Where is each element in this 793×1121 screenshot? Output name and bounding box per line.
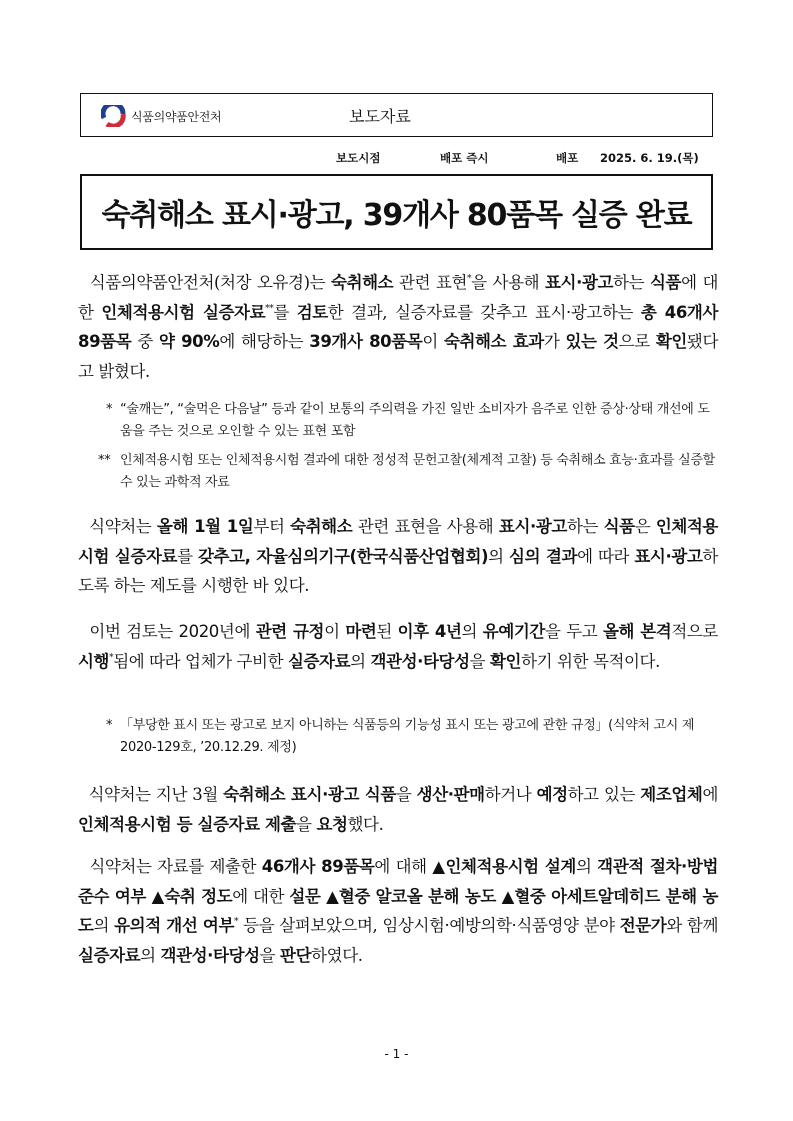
paragraph-3-segment: 2020년 [178, 622, 235, 641]
paragraph-3-segment: 관련 규정 [255, 622, 325, 641]
paragraph-1-segment: 확인 [655, 332, 687, 351]
paragraph-2-segment: 식품 [603, 517, 635, 536]
paragraph-1-segment: 식품 [649, 273, 682, 292]
press-release-label: 보도자료 [349, 107, 411, 126]
paragraph-5-segment: 46개사 89품목 [261, 857, 375, 876]
paragraph-5-segment: 식약처는 자료를 제출한 [89, 857, 262, 876]
ministry-logo [101, 105, 221, 127]
paragraph-1-segment: * [467, 274, 472, 284]
footnote-3 [106, 715, 718, 759]
paragraph-3-segment: 확인 [490, 651, 522, 671]
paragraph-4-segment: 요청 [316, 814, 348, 834]
paragraph-3-segment: 을 두고 [544, 622, 603, 641]
paragraph-2-segment: 식약처는 [89, 517, 157, 536]
paragraph-3-segment: 하기 위한 목적이다. [521, 651, 660, 671]
paragraph-5-segment: 와 함께 [666, 916, 719, 935]
paragraph-4-segment: 예정 [536, 785, 568, 804]
paragraph-1-segment: 하는 [613, 273, 650, 292]
footnote-1-text: “술깨는”, “술먹은 다음날” 등과 같이 보통의 주의력을 가진 일반 소비자가 음주로 인한 증상·상태 개선에 도움을 주는 것으로 오인할 수 있는 표현 포함 [120, 402, 710, 439]
paragraph-1-segment: 39개사 80품목 [309, 332, 423, 351]
paragraph-3-segment: 올해 본격 [602, 622, 672, 641]
paragraph-3-segment: 됨에 따라 업체가 구비한 [113, 651, 288, 671]
paragraph-2-segment: 표시·광고 [634, 546, 703, 566]
paragraph-1-segment: 가 [543, 332, 566, 351]
paragraph-3-segment: 의 [461, 622, 483, 641]
paragraph-4-segment: 에 [702, 785, 718, 804]
paragraph-5-segment: ▲인체적용시험 설계 [432, 857, 576, 876]
paragraph-4-segment: 하거나 [484, 785, 537, 804]
paragraph-4-segment: 을 [296, 814, 317, 834]
paragraph-5-segment: 의 [140, 945, 161, 965]
footnote-3-mark: * [106, 718, 113, 733]
paragraph-5-segment: 의 [93, 916, 115, 935]
paragraph-5-segment: 전문가 [619, 916, 667, 935]
paragraph-4-segment: 인체적용시험 등 실증자료 제출 [78, 814, 297, 834]
paragraph-2-segment: 하도록 하는 제도를 시행한 바 있다. [78, 546, 718, 595]
paragraph-3-segment: 을 [469, 651, 491, 671]
paragraph-5-segment: 실증자료 [78, 945, 141, 965]
paragraph-1-segment: 있는 것 [565, 332, 619, 351]
paragraph-3-segment: 유예기간 [482, 622, 545, 641]
paragraph-2-segment: 인체적용시험 실증자료 [78, 517, 718, 566]
paragraph-5-segment: 객관적 절차·방법 준수 여부 ▲숙취 정도 [78, 857, 718, 906]
paragraph-2-segment: 에 따라 [577, 546, 635, 566]
paragraph-5-segment: * [234, 917, 239, 927]
footnote-2-mark: ** [98, 453, 111, 468]
paragraph-5-segment: 하였다. [311, 945, 363, 965]
paragraph-1-segment: 검토 [296, 302, 328, 322]
paragraph-2-segment: 를 [177, 546, 198, 566]
paragraph-1-segment: 약 90% [158, 332, 220, 351]
paragraph-3-segment: 에 [234, 622, 256, 641]
paragraph-2-segment: 올해 1월 1일 [156, 517, 254, 536]
paragraph-3-segment: 시행 [78, 651, 110, 671]
paragraph-2-segment: 관련 표현을 사용해 [352, 517, 499, 536]
page-title: 숙취해소 표시·광고, 39개사 80품목 실증 완료 [101, 198, 692, 233]
paragraph-5-segment: 에 대한 [232, 886, 290, 906]
paragraph-3 [78, 617, 718, 676]
paragraph-5-segment: 을 [259, 945, 281, 965]
paragraph-1-segment: 한 결과, 실증자료를 갖추고 표시·광고하는 [327, 302, 641, 322]
paragraph-2-segment: 숙취해소 [290, 517, 353, 536]
paragraph-2 [78, 512, 718, 601]
paragraph-3-segment: 이 [324, 622, 346, 641]
paragraph-3-segment: 객관성·타당성 [370, 651, 470, 671]
paragraph-3-segment: 이후 4년 [397, 622, 462, 641]
paragraph-1-segment: 됐다고 밝혔다. [78, 332, 718, 381]
paragraph-2-segment: 심의 결과 [509, 546, 578, 566]
paragraph-5-segment: 객관성·타당성 [160, 945, 260, 965]
paragraph-5-segment: 의 [575, 857, 598, 876]
footnote-2-text: 인체적용시험 또는 인체적용시험 결과에 대한 정성적 문헌고찰(체계적 고찰) 등 숙취해소 효능·효과를 실증할 수 있는 과학적 자료 [120, 453, 715, 490]
paragraph-2-segment: 의 [488, 546, 510, 566]
paragraph-2-segment: 하는 [566, 517, 604, 536]
paragraph-3-segment: * [109, 652, 114, 663]
release-time-label: 보도시점 [336, 151, 381, 165]
paragraph-3-segment: 이번 검토는 [89, 622, 179, 641]
paragraph-1-segment: ** [265, 303, 274, 314]
page-number: - 1 - [384, 1047, 409, 1061]
paragraph-4-segment: 제조업체 [640, 785, 703, 804]
title-box [80, 174, 713, 250]
paragraph-1-segment: 으로 [618, 332, 656, 351]
paragraph-1-segment: 식품의약품안전처(처장 오유경)는 [89, 273, 332, 292]
press-header [80, 93, 713, 137]
paragraph-4-segment: 하고 있는 [567, 785, 641, 804]
paragraph-1-segment: 이 [422, 332, 444, 351]
footnote-2 [98, 450, 718, 494]
paragraph-4-segment: 생산·판매 [416, 785, 485, 804]
paragraph-1-segment: 관련 표현 [393, 273, 468, 292]
paragraph-3-segment: 된 [376, 622, 398, 641]
paragraph-4-segment: 식약처는 지난 3월 [88, 785, 224, 804]
paragraph-1-segment: 인체적용시험 실증자료 [101, 302, 266, 322]
distribution-label: 배포 [556, 151, 579, 165]
paragraph-5 [78, 852, 718, 970]
paragraph-2-segment: 부터 [253, 517, 291, 536]
footnote-1 [106, 399, 718, 443]
paragraph-1-segment: 에 해당하는 [219, 332, 310, 351]
taegeuk-logo-icon [101, 105, 127, 127]
paragraph-1-segment: 표시·광고 [545, 273, 614, 292]
paragraph-1-segment: 숙취해소 효과 [443, 332, 544, 351]
paragraph-1-segment: 숙취해소 [331, 273, 394, 292]
distribution-date: 2025. 6. 19.(목) [600, 151, 699, 165]
paragraph-3-segment: 의 [350, 651, 371, 671]
paragraph-5-segment: 에 대해 [374, 857, 433, 876]
paragraph-1-segment: 중 [131, 332, 159, 351]
paragraph-1-segment: 를 [273, 302, 297, 322]
paragraph-1-segment: 에 대한 [78, 273, 718, 322]
paragraph-5-segment: 유의적 개선 여부 [114, 916, 234, 935]
paragraph-5-segment: 판단 [280, 945, 312, 965]
paragraph-1-segment: 총 46개사 89품목 [78, 302, 718, 351]
paragraph-4 [78, 780, 718, 839]
paragraph-2-segment: 갖추고, 자율심의기구(한국식품산업협회) [197, 546, 489, 566]
release-time-value: 배포 즉시 [440, 151, 489, 165]
org-name: 식품의약품안전처 [131, 109, 222, 124]
paragraph-4-segment: 을 [395, 785, 417, 804]
paragraph-1 [78, 268, 718, 386]
paragraph-3-segment: 실증자료 [287, 651, 351, 671]
paragraph-5-segment: 등을 살펴보았으며, 임상시험·예방의학·식품영양 분야 [238, 916, 620, 935]
footnote-1-mark: * [106, 402, 113, 417]
paragraph-2-segment: 은 [634, 517, 656, 536]
paragraph-5-segment: 설문 ▲혈중 알코올 분해 농도 ▲혈중 아세트알데히드 분해 농도 [78, 886, 719, 935]
paragraph-3-segment: 마련 [345, 622, 377, 641]
footnote-3-text: 「부당한 표시 또는 광고로 보지 아니하는 식품등의 기능성 표시 또는 광고에 관한 규정」(식약처 고시 제2020-129호, ’20.12.29. 제정) [120, 718, 695, 755]
paragraph-1-segment: 을 사용해 [471, 273, 546, 292]
paragraph-4-segment: 했다. [347, 814, 384, 834]
paragraph-2-segment: 표시·광고 [498, 517, 567, 536]
paragraph-4-segment: 숙취해소 표시·광고 식품 [223, 785, 396, 804]
paragraph-3-segment: 적으로 [671, 622, 718, 641]
